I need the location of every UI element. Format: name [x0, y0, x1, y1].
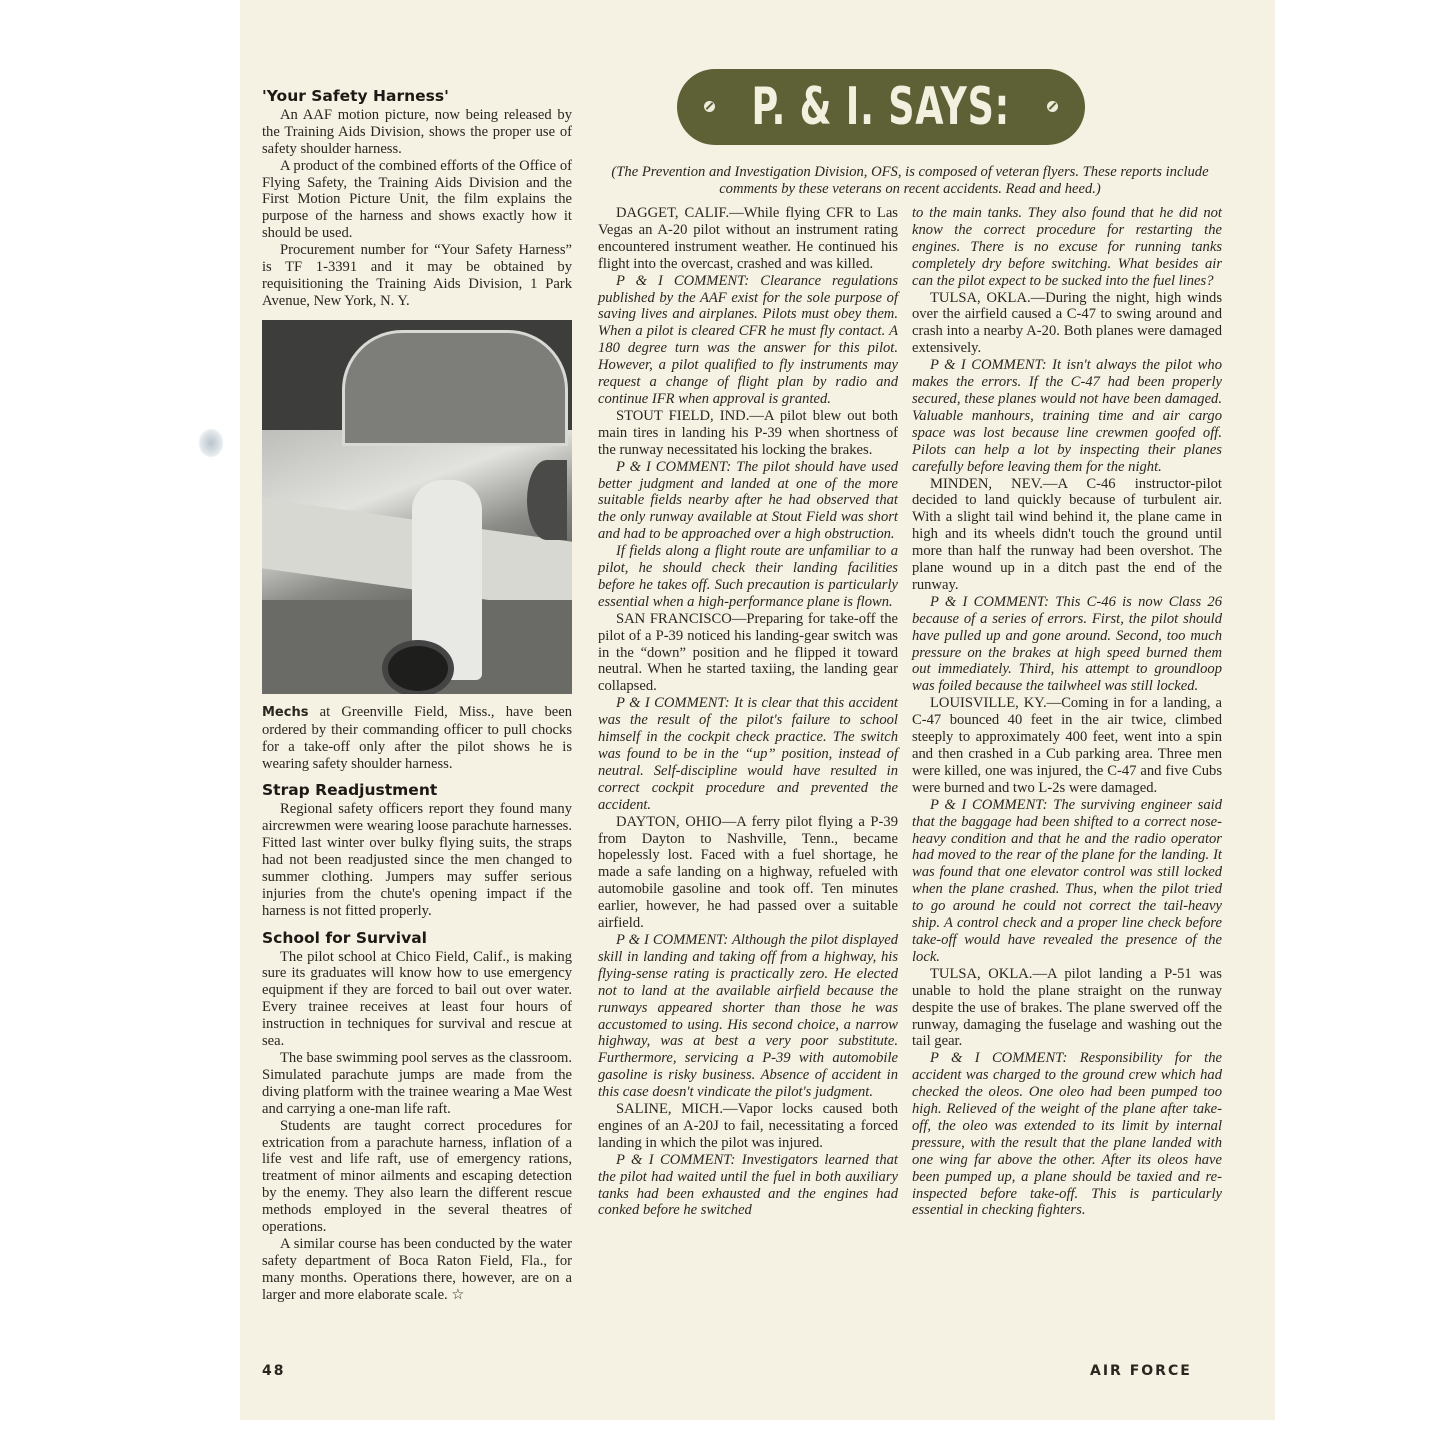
comment-paragraph: If fields along a flight route are unfamiliar to a pilot, he should check their landing facilities before he takes off. Such precaution is particularly essential when a high-performance plane is flown. [598, 543, 898, 610]
comment-paragraph: P & I COMMENT: Clearance regulations published by the AAF exist for the sole purpose of saving lives and airplanes. Pilots must obey them. When a pilot is cleared CFR he must fly contact. A 180 degree turn was the answer for this pilot. However, a pilot qualified to fly instruments may request a change of flight plan by radio and continue IFR when approval is granted. [598, 272, 898, 407]
screw-icon [1047, 101, 1058, 112]
comment-paragraph: P & I COMMENT: It is clear that this accident was the result of the pilot's failure to school himself in the cockpit check practice. The switch was found to be in the “up” position, instead of neutral. Self-discipline would have resulted in correct cockpit procedure and prevented the accident. [598, 695, 898, 813]
screw-icon [704, 101, 715, 112]
caption-text: at Greenville Field, Miss., have been ordered by their commanding officer to pull chocks for a take-off only after the pilot shows he is wearing safety shoulder harness. [262, 703, 572, 772]
left-column [262, 88, 572, 1304]
p-and-i-says-badge [677, 69, 1085, 145]
comment-paragraph: P & I COMMENT: Although the pilot displayed skill in landing and taking off from a highway, his flying-sense rating is practically zero. He elected not to land at the available airfield because the runways appeared shorter than those he was accustomed to using. His second choice, a narrow highway, was at best a very poor substitute. Furthermore, servicing a P-39 with automobile gasoline is risky business. Absence of accident in this case doesn't vindicate the pilot's judgment. [598, 931, 898, 1101]
report-paragraph: STOUT FIELD, IND.—A pilot blew out both main tires in landing his P-39 when shortness of the runway necessitated his locking the brakes. [598, 407, 898, 458]
paragraph: The pilot school at Chico Field, Calif., is making sure its graduates will know how to use emergency equipment if they are forced to bail out over water. Every trainee receives at least four hours of instruction in techniques for survival and rescue at sea. [262, 948, 572, 1050]
middle-column [598, 205, 898, 1219]
comment-paragraph: P & I COMMENT: This C-46 is now Class 26 because of a series of errors. First, the pilot should have pulled up and gone around. Second, too much pressure on the brakes at high speed burned them out immediately. Third, his attempt to groundloop was foiled because the tailwheel was still locked. [912, 593, 1222, 695]
comment-paragraph: P & I COMMENT: The pilot should have used better judgment and landed at one of the more suitable fields nearby after he had observed that the only runway available at Stout Field was short and had to be approached over a high obstruction. [598, 458, 898, 543]
badge-title: P. & I. SAYS: [751, 77, 1011, 137]
intro-note: (The Prevention and Investigation Division, OFS, is composed of veteran flyers. These reports include comments by these veterans on recent accidents. Read and heed.) [611, 164, 1209, 197]
paragraph: Regional safety officers report they found many aircrewmen were wearing loose parachute harnesses. Fitted last winter over bulky flying suits, the straps had not been readjusted since the men changed to summer clothing. Jumpers may suffer serious injuries from the chute's opening impact if the harness is not fitted properly. [262, 801, 572, 919]
comment-paragraph: P & I COMMENT: Investigators learned that the pilot had waited until the fuel in both auxiliary tanks had been exhausted and the engines had conked before he switched [598, 1151, 898, 1219]
magazine-name: AIR FORCE [1090, 1363, 1192, 1379]
heading-your-safety-harness: 'Your Safety Harness' [262, 87, 449, 105]
comment-paragraph: P & I COMMENT: Responsibility for the accident was charged to the ground crew which had checked the oleos. One oleo had been pumped too high. Relieved of the weight of the plane after take-off, the oleo was extended to its limit by internal pressure, with the result that the plane landed with one wing far above the other. After its oleos have been pumped up, a plane should be taxied and re-inspected before take-off. This is particularly essential in checking fighters. [912, 1050, 1222, 1219]
caption-lead: Mechs [262, 704, 309, 720]
report-paragraph: DAGGET, CALIF.—While flying CFR to Las Vegas an A-20 pilot without an instrument rating encountered instrument weather. He continued his flight into the overcast, crashed and was killed. [598, 205, 898, 272]
photo-mechs-and-aircraft [262, 320, 572, 694]
report-paragraph: TULSA, OKLA.—During the night, high winds over the airfield caused a C-47 to swing around and crash into a nearby A-20. Both planes were damaged extensively. [912, 289, 1222, 357]
report-paragraph: SAN FRANCISCO—Preparing for take-off the pilot of a P-39 noticed his landing-gear switch was in the “down” position and he flipped it toward neutral. When he started taxiing, the landing gear collapsed. [598, 610, 898, 695]
report-paragraph: TULSA, OKLA.—A pilot landing a P-51 was unable to hold the plane straight on the runway despite the use of brakes. The plane swerved off the runway, damaging the fuselage and washing out the tail gear. [912, 965, 1222, 1050]
heading-strap-readjustment: Strap Readjustment [262, 781, 438, 800]
report-paragraph: DAYTON, OHIO—A ferry pilot flying a P-39 from Dayton to Nashville, Tenn., became hopelessly lost. Faced with a fuel shortage, he made a safe landing on a highway, refueled with automobile gasoline and took off. Ten minutes earlier, however, he had passed over a suitable airfield. [598, 813, 898, 932]
paragraph: The base swimming pool serves as the classroom. Simulated parachute jumps are made from the diving platform with the trainee wearing a Mae West and carrying a one-man life raft. [262, 1050, 572, 1117]
photo-caption [262, 704, 572, 773]
paragraph: Students are taught correct procedures for extrication from a parachute harness, inflation of a life vest and life raft, use of emergency rations, treatment of minor ailments and escaping detection by the enemy. They also learn the different rescue methods employed in the several theatres of operations. [262, 1117, 572, 1236]
page-smudge [198, 428, 224, 458]
heading-school-for-survival: School for Survival [262, 928, 427, 947]
report-paragraph: SALINE, MICH.—Vapor locks caused both engines of an A-20J to fail, necessitating a forced landing in which the pilot was injured. [598, 1101, 898, 1151]
comment-paragraph: to the main tanks. They also found that he did not know the correct procedure for restarting the engines. There is no excuse for running tanks completely dry before switching. What besides air can the pilot expect to be sucked into the fuel lines? [912, 205, 1222, 289]
paragraph: A product of the combined efforts of the Office of Flying Safety, the Training Aids Division and the First Motion Picture Unit, the film explains the purpose of the harness and shows exactly how it should be used. [262, 157, 572, 242]
paragraph: A similar course has been conducted by the water safety department of Boca Raton Field, Fla., for many months. Operations there, however, are on a larger and more elaborate scale. ☆ [262, 1235, 572, 1303]
comment-paragraph: P & I COMMENT: It isn't always the pilot who makes the errors. If the C-47 had been properly secured, these planes would not have been damaged. Valuable manhours, training time and air cargo space was lost because line crewmen goofed off. Pilots can help a lot by inspecting their planes carefully before leaving them for the night. [912, 357, 1222, 475]
paragraph: Procurement number for “Your Safety Harness” is TF 1-3391 and it may be obtained by requisitioning the Training Aids Division, 1 Park Avenue, New York, N. Y. [262, 242, 572, 309]
report-paragraph: LOUISVILLE, KY.—Coming in for a landing, a C-47 bounced 40 feet in the air twice, climbed steeply to approximately 400 feet, went into a spin and then crashed in a Cub parking area. Three men were killed, one was injured, the C-47 and five Cubs were burned and two L-2s were damaged. [912, 695, 1222, 796]
report-paragraph: MINDEN, NEV.—A C-46 instructor-pilot decided to land quickly because of turbulent air. With a slight tail wind behind it, the plane came in high and its wheels didn't touch the ground until more than half the runway had been overshot. The plane wound up in a ditch past the end of the runway. [912, 475, 1222, 593]
page-number: 48 [262, 1363, 286, 1379]
right-column [912, 205, 1222, 1219]
paragraph: An AAF motion picture, now being released by the Training Aids Division, shows the proper use of safety shoulder harness. [262, 106, 572, 157]
comment-paragraph: P & I COMMENT: The surviving engineer said that the baggage had been shifted to a correct nose-heavy condition and that he and the radio operator had moved to the rear of the plane for the landing. It was found that one elevator control was still locked when the plane crashed. Thus, when the pilot tried to go around he could not correct the tail-heavy ship. A control check and a proper line check before take-off would have revealed the presence of the lock. [912, 796, 1222, 965]
